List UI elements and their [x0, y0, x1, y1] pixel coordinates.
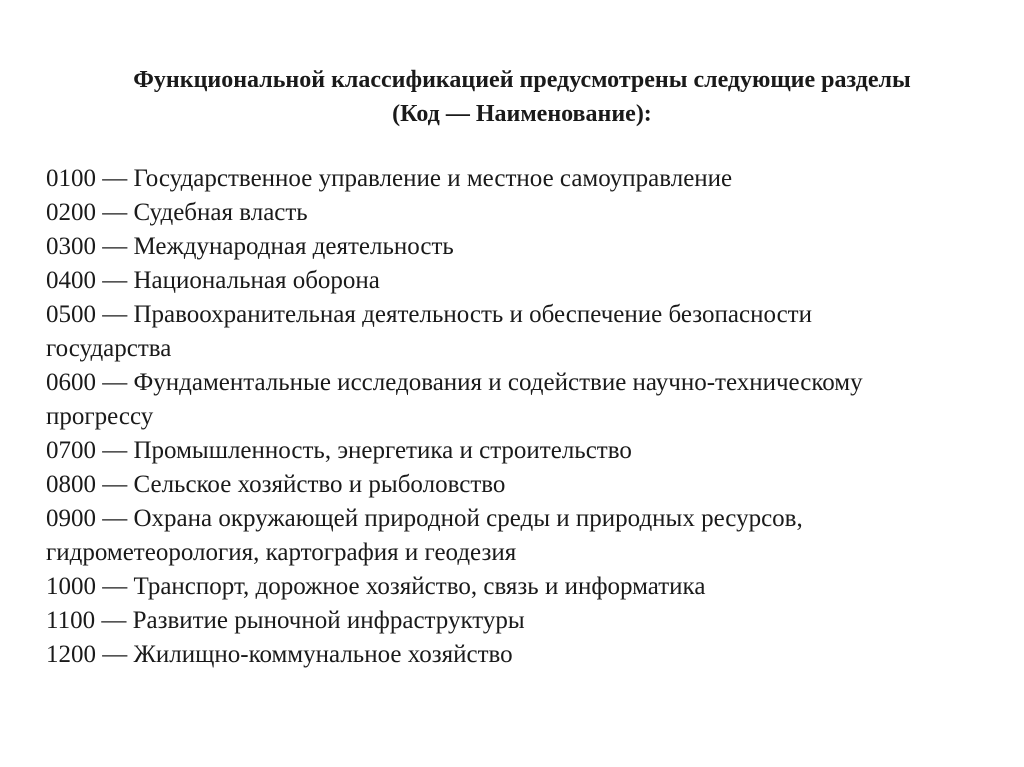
list-item — [46, 196, 996, 230]
title-line-1: Функциональной классификацией предусмотрены следующие разделы — [133, 67, 911, 93]
list-item — [46, 502, 996, 570]
list-item-continuation: прогрессу — [46, 403, 154, 430]
sections-list — [46, 162, 996, 672]
list-item-continuation: государства — [46, 335, 172, 362]
list-item — [46, 604, 996, 638]
list-item-text: 0900 — Охрана окружающей природной среды и природных ресурсов, — [46, 505, 803, 532]
list-item — [46, 264, 996, 298]
list-item-text: 0500 — Правоохранительная деятельность и обеспечение безопасности — [46, 301, 812, 328]
list-item-text: 1000 — Транспорт, дорожное хозяйство, связь и информатика — [46, 573, 706, 600]
list-item — [46, 638, 996, 672]
list-item-text: 0800 — Сельское хозяйство и рыболовство — [46, 471, 506, 498]
list-item-text: 1100 — Развитие рыночной инфраструктуры — [46, 607, 525, 634]
list-item-continuation: гидрометеорология, картография и геодезия — [46, 539, 517, 566]
list-item-text: 0700 — Промышленность, энергетика и строительство — [46, 437, 632, 464]
list-item-text: 0600 — Фундаментальные исследования и содействие научно-техническому — [46, 369, 863, 396]
list-item-text: 0400 — Национальная оборона — [46, 267, 380, 294]
list-item — [46, 468, 996, 502]
list-item — [46, 162, 996, 196]
list-item-text: 0200 — Судебная власть — [46, 199, 308, 226]
list-item — [46, 230, 996, 264]
list-item-text: 0300 — Международная деятельность — [46, 233, 454, 260]
list-item — [46, 298, 996, 366]
list-item-text: 1200 — Жилищно-коммунальное хозяйство — [46, 641, 513, 668]
list-item — [46, 366, 996, 434]
page-title — [40, 63, 1004, 131]
title-line-2: (Код — Наименование): — [392, 101, 652, 127]
list-item — [46, 434, 996, 468]
list-item — [46, 570, 996, 604]
list-item-text: 0100 — Государственное управление и местное самоуправление — [46, 165, 733, 192]
